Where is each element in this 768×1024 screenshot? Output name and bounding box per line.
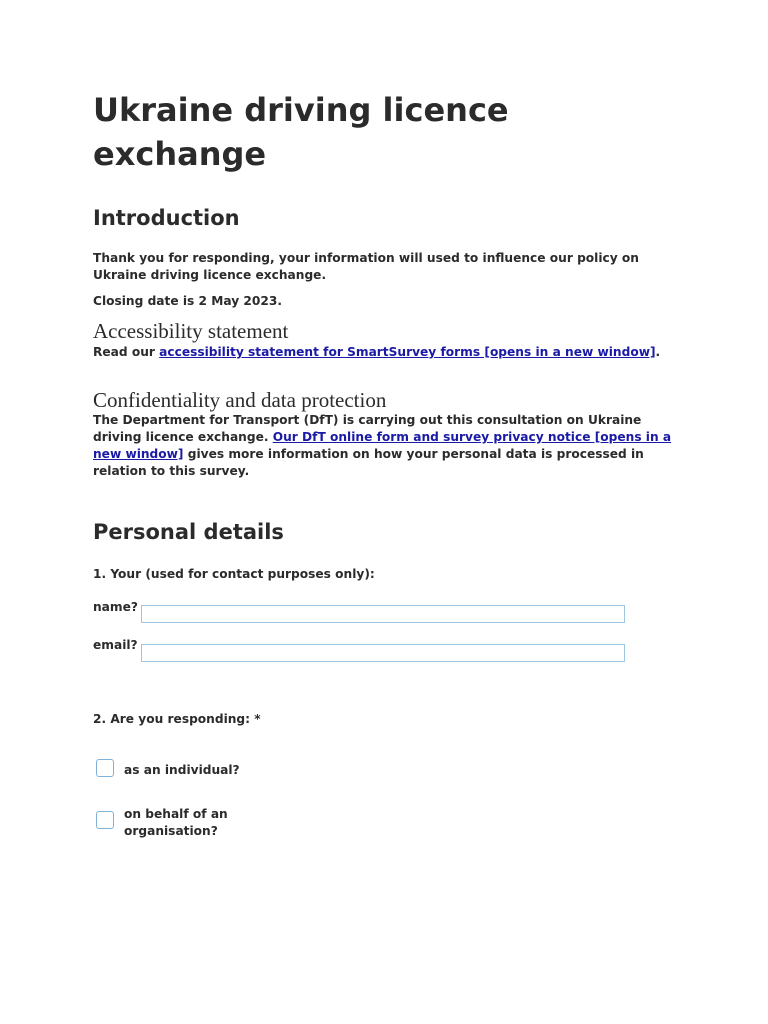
- accessibility-text: [93, 344, 678, 361]
- name-input[interactable]: [141, 605, 625, 623]
- email-input[interactable]: [141, 644, 625, 662]
- accessibility-prefix: Read our: [93, 345, 160, 359]
- email-label: email?: [93, 638, 138, 652]
- accessibility-suffix: .: [655, 345, 661, 359]
- personal-details-heading: Personal details: [93, 520, 284, 544]
- question-1-text: 1. Your (used for contact purposes only):: [93, 567, 375, 581]
- accessibility-statement-link[interactable]: accessibility statement for SmartSurvey forms [opens in a new window]: [159, 345, 656, 359]
- confidentiality-text: [93, 412, 678, 480]
- introduction-heading: Introduction: [93, 206, 240, 230]
- closing-date-text: Closing date is 2 May 2023.: [93, 294, 282, 308]
- page-title: Ukraine driving licence exchange: [93, 91, 509, 173]
- privacy-notice-link[interactable]: Our DfT online form and survey privacy notice [opens in a new window]: [93, 430, 672, 461]
- organisation-option-label: on behalf of an organisation?: [124, 807, 228, 838]
- confidentiality-heading: Confidentiality and data protection: [93, 388, 387, 412]
- question-2-text: 2. Are you responding: *: [93, 712, 261, 726]
- individual-option-label: as an individual?: [124, 763, 240, 777]
- confidentiality-suffix: gives more information on how your personal data is processed in relation to this survey.: [93, 447, 644, 478]
- accessibility-heading: Accessibility statement: [93, 319, 289, 343]
- introduction-text: Thank you for responding, your information will used to influence our policy on Ukraine driving licence exchange.: [93, 251, 639, 282]
- individual-checkbox[interactable]: [96, 759, 114, 777]
- name-label: name?: [93, 600, 138, 614]
- confidentiality-prefix: The Department for Transport (DfT) is carrying out this consultation on Ukraine driving licence exchange.: [93, 413, 642, 444]
- organisation-checkbox[interactable]: [96, 811, 114, 829]
